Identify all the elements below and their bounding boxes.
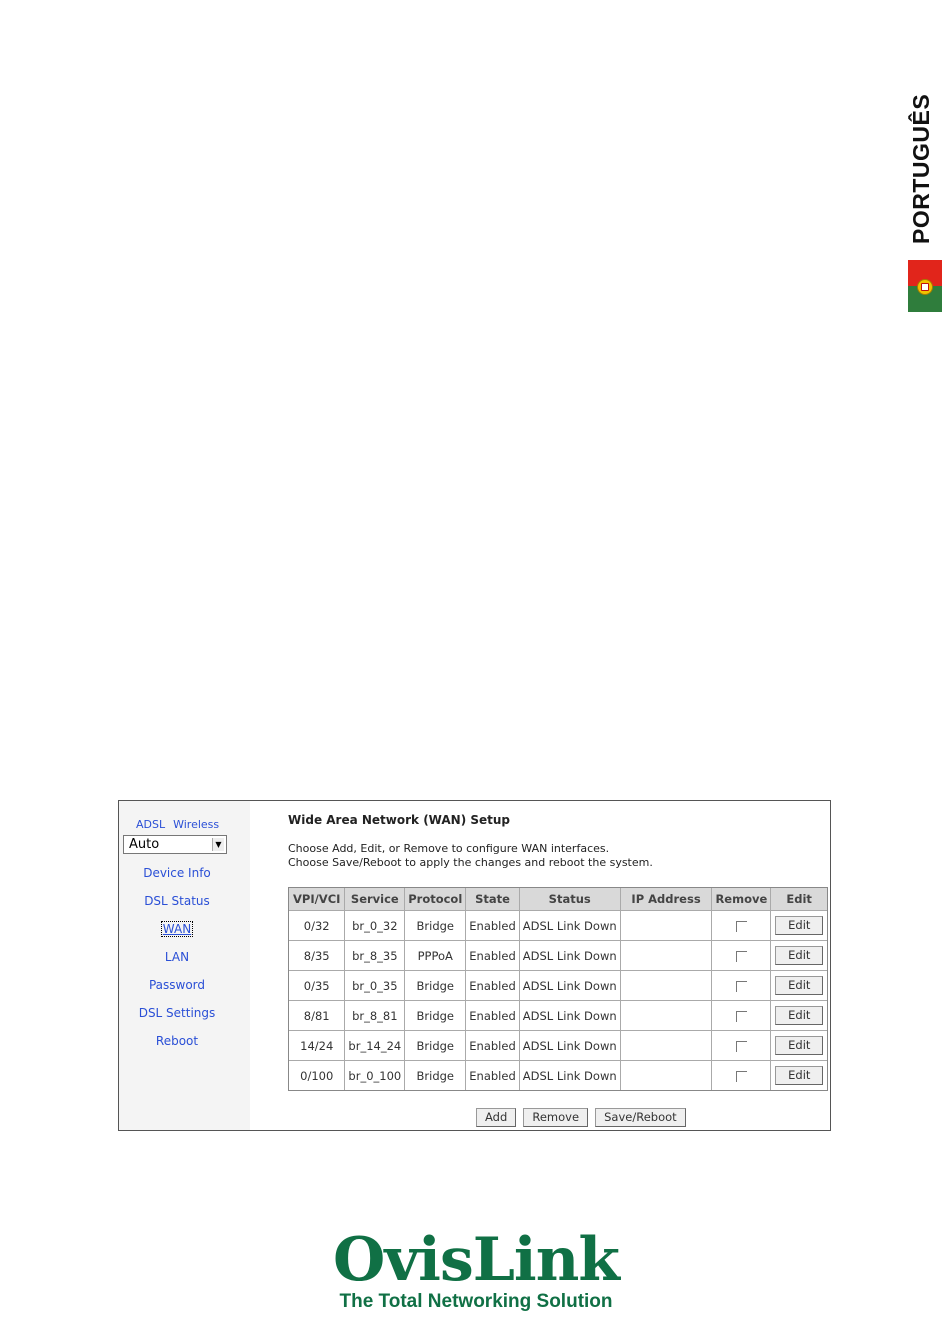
cell-remove [712, 1001, 771, 1031]
portugal-flag-icon [908, 260, 942, 312]
cell-protocol: Bridge [405, 971, 466, 1001]
edit-button[interactable]: Edit [775, 1006, 823, 1025]
sidebar-item-dsl-settings[interactable] [119, 1005, 235, 1033]
cell-vpi-vci: 0/32 [289, 911, 345, 941]
cell-remove [712, 1031, 771, 1061]
cell-ip-address [621, 941, 713, 971]
remove-checkbox[interactable] [736, 1041, 747, 1052]
cell-state: Enabled [466, 971, 519, 1001]
sidebar-item-label: Device Info [143, 866, 211, 880]
cell-protocol: Bridge [405, 911, 466, 941]
cell-vpi-vci: 14/24 [289, 1031, 345, 1061]
cell-state: Enabled [466, 911, 519, 941]
cell-ip-address [621, 1001, 713, 1031]
cell-protocol: Bridge [405, 1031, 466, 1061]
sidebar [119, 801, 250, 1130]
sidebar-item-reboot[interactable] [119, 1033, 235, 1061]
column-header-remove: Remove [712, 888, 771, 911]
remove-checkbox[interactable] [736, 1071, 747, 1082]
cell-remove [712, 971, 771, 1001]
cell-edit [771, 971, 827, 1001]
cell-protocol: Bridge [405, 1001, 466, 1031]
mode-link-adsl[interactable]: ADSL [136, 818, 166, 831]
language-label: PORTUGUÊS [908, 93, 934, 244]
mode-select[interactable] [123, 835, 227, 854]
table-row [289, 971, 827, 1001]
cell-protocol: Bridge [405, 1061, 466, 1090]
cell-vpi-vci: 0/35 [289, 971, 345, 1001]
cell-service: br_8_81 [345, 1001, 405, 1031]
table-row [289, 1001, 827, 1031]
mode-link-wireless[interactable]: Wireless [173, 818, 220, 831]
column-header-edit: Edit [771, 888, 827, 911]
cell-vpi-vci: 8/35 [289, 941, 345, 971]
cell-edit [771, 1031, 827, 1061]
cell-service: br_14_24 [345, 1031, 405, 1061]
sidebar-item-label: DSL Settings [138, 1006, 216, 1020]
remove-checkbox[interactable] [736, 981, 747, 992]
ovislink-logo [326, 1225, 626, 1312]
edit-button[interactable]: Edit [775, 916, 823, 935]
cell-service: br_8_35 [345, 941, 405, 971]
logo-tagline: The Total Networking Solution [339, 1291, 613, 1312]
sidebar-item-wan[interactable] [119, 921, 235, 949]
cell-service: br_0_35 [345, 971, 405, 1001]
edit-button[interactable]: Edit [775, 946, 823, 965]
cell-ip-address [621, 971, 713, 1001]
cell-status: ADSL Link Down [520, 941, 621, 971]
table-row [289, 1061, 827, 1090]
sidebar-item-label: DSL Status [144, 894, 210, 908]
cell-state: Enabled [466, 1061, 519, 1090]
cell-ip-address [621, 1061, 713, 1090]
cell-vpi-vci: 0/100 [289, 1061, 345, 1090]
wan-table [288, 887, 828, 1091]
sidebar-item-dsl-status[interactable] [119, 893, 235, 921]
remove-button[interactable]: Remove [523, 1108, 588, 1127]
sidebar-item-label: WAN [162, 922, 192, 936]
dropdown-arrow-icon[interactable]: ▼ [212, 838, 224, 851]
cell-vpi-vci: 8/81 [289, 1001, 345, 1031]
cell-remove [712, 911, 771, 941]
mode-links [136, 818, 227, 831]
remove-checkbox[interactable] [736, 921, 747, 932]
edit-button[interactable]: Edit [775, 976, 823, 995]
remove-checkbox[interactable] [736, 951, 747, 962]
cell-ip-address [621, 1031, 713, 1061]
cell-state: Enabled [466, 1031, 519, 1061]
sidebar-item-lan[interactable] [119, 949, 235, 977]
logo-brand: OvisLink [333, 1225, 619, 1295]
cell-status: ADSL Link Down [520, 971, 621, 1001]
description-line: Choose Save/Reboot to apply the changes and reboot the system. [288, 856, 653, 869]
table-row [289, 911, 827, 941]
remove-checkbox[interactable] [736, 1011, 747, 1022]
language-tab [906, 62, 942, 312]
column-header-protocol: Protocol [405, 888, 466, 911]
cell-edit [771, 1061, 827, 1090]
router-ui-screenshot [118, 800, 831, 1131]
sidebar-item-label: Reboot [155, 1034, 199, 1048]
save-reboot-button[interactable]: Save/Reboot [595, 1108, 686, 1127]
column-header-status: Status [520, 888, 621, 911]
sidebar-item-device-info[interactable] [119, 865, 235, 893]
cell-edit [771, 1001, 827, 1031]
table-header-row [289, 888, 827, 911]
column-header-state: State [466, 888, 519, 911]
table-row [289, 1031, 827, 1061]
column-header-ip-address: IP Address [621, 888, 713, 911]
sidebar-item-label: Password [148, 978, 206, 992]
add-button[interactable]: Add [476, 1108, 516, 1127]
cell-remove [712, 941, 771, 971]
cell-status: ADSL Link Down [520, 1061, 621, 1090]
mode-select-value: Auto [129, 837, 160, 852]
cell-state: Enabled [466, 941, 519, 971]
edit-button[interactable]: Edit [775, 1036, 823, 1055]
sidebar-item-password[interactable] [119, 977, 235, 1005]
action-buttons [476, 1106, 688, 1127]
sidebar-nav [119, 865, 235, 1061]
cell-status: ADSL Link Down [520, 911, 621, 941]
cell-remove [712, 1061, 771, 1090]
column-header-vpi-vci: VPI/VCI [289, 888, 345, 911]
description-line: Choose Add, Edit, or Remove to configure WAN interfaces. [288, 842, 610, 855]
column-header-service: Service [345, 888, 405, 911]
cell-protocol: PPPoA [405, 941, 466, 971]
cell-service: br_0_32 [345, 911, 405, 941]
edit-button[interactable]: Edit [775, 1066, 823, 1085]
cell-ip-address [621, 911, 713, 941]
page-description [288, 842, 653, 870]
page-title: Wide Area Network (WAN) Setup [288, 813, 511, 827]
cell-status: ADSL Link Down [520, 1001, 621, 1031]
sidebar-item-label: LAN [164, 950, 190, 964]
cell-edit [771, 941, 827, 971]
cell-edit [771, 911, 827, 941]
table-row [289, 941, 827, 971]
cell-status: ADSL Link Down [520, 1031, 621, 1061]
cell-service: br_0_100 [345, 1061, 405, 1090]
cell-state: Enabled [466, 1001, 519, 1031]
